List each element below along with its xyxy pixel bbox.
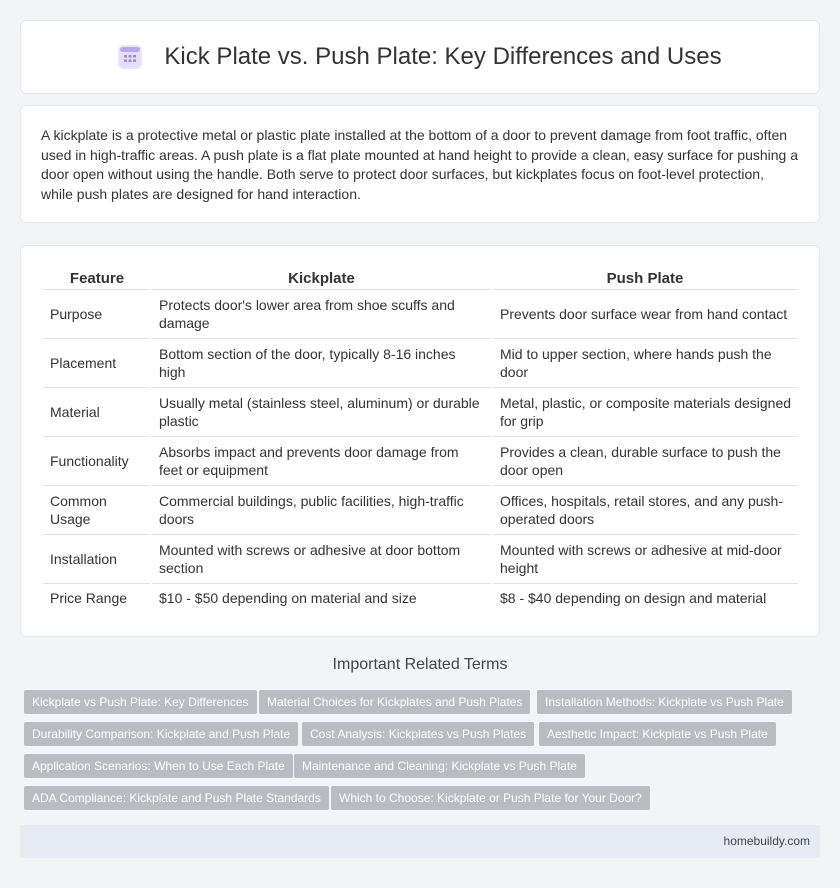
comparison-table [43, 266, 798, 613]
related-terms-title: Important Related Terms [332, 656, 508, 673]
kickplate-cell: Protects door's lower area from shoe scuffs and damage [151, 289, 492, 338]
column-header-feature: Feature [43, 266, 151, 289]
related-term-tag[interactable]: Aesthetic Impact: Kickplate vs Push Plate [539, 722, 776, 746]
related-term-tag[interactable]: Application Scenarios: When to Use Each Plate [24, 754, 293, 778]
kickplate-cell: Commercial buildings, public facilities, high-traffic doors [151, 485, 492, 534]
push-plate-cell: Provides a clean, durable surface to push the door open [492, 436, 798, 485]
push-plate-cell: Mid to upper section, where hands push the door [492, 338, 798, 387]
intro-paragraph: A kickplate is a protective metal or plastic plate installed at the bottom of a door to prevent damage from foot traffic, often used in high-traffic areas. A push plate is a flat plate mounted at hand height to provide a clean, easy surface for pushing a door open without using the handle. Both serve to protect door surfaces, but kickplates focus on foot-level protection, while push plates are designed for hand interaction. [41, 127, 799, 202]
table-header-row [43, 266, 798, 289]
push-plate-cell: Offices, hospitals, retail stores, and any push-operated doors [492, 485, 798, 534]
table-row [43, 387, 798, 436]
related-term-tag[interactable]: Durability Comparison: Kickplate and Push Plate [24, 722, 298, 746]
table-row [43, 338, 798, 387]
related-term-tag[interactable]: Maintenance and Cleaning: Kickplate vs Push Plate [294, 754, 585, 778]
related-term-tag[interactable]: Kickplate vs Push Plate: Key Differences [24, 690, 257, 714]
building-icon [118, 45, 142, 69]
footer [20, 825, 820, 858]
related-term-tag[interactable]: Installation Methods: Kickplate vs Push Plate [537, 690, 792, 714]
table-row [43, 534, 798, 583]
column-header-kickplate: Kickplate [151, 266, 492, 289]
comparison-card [20, 245, 820, 637]
intro-card [20, 105, 820, 223]
column-header-push-plate: Push Plate [492, 266, 798, 289]
row-feature: Common Usage [43, 485, 151, 534]
row-feature: Functionality [43, 436, 151, 485]
row-feature: Purpose [43, 289, 151, 338]
table-row [43, 436, 798, 485]
push-plate-cell: $8 - $40 depending on design and material [500, 590, 767, 607]
kickplate-cell: Absorbs impact and prevents door damage from feet or equipment [151, 436, 492, 485]
table-row [43, 485, 798, 534]
row-feature: Placement [43, 338, 151, 387]
page-title: Kick Plate vs. Push Plate: Key Differences and Uses [164, 43, 722, 70]
push-plate-cell: Mounted with screws or adhesive at mid-door height [492, 534, 798, 583]
table-row [43, 289, 798, 338]
kickplate-cell: Mounted with screws or adhesive at door bottom section [151, 534, 492, 583]
push-plate-cell: Prevents door surface wear from hand contact [492, 289, 798, 338]
footer-site-link[interactable]: homebuildy.com [723, 834, 810, 848]
kickplate-cell: $10 - $50 depending on material and size [151, 583, 492, 613]
related-term-tag[interactable]: ADA Compliance: Kickplate and Push Plate Standards [24, 786, 329, 810]
related-term-tag[interactable]: Cost Analysis: Kickplates vs Push Plates [302, 722, 534, 746]
table-row [43, 583, 798, 613]
header-card [20, 20, 820, 94]
row-feature: Material [43, 387, 151, 436]
kickplate-cell: Usually metal (stainless steel, aluminum) or durable plastic [151, 387, 492, 436]
kickplate-cell: Bottom section of the door, typically 8-16 inches high [151, 338, 492, 387]
related-term-tag[interactable]: Material Choices for Kickplates and Push Plates [259, 690, 530, 714]
related-term-tag[interactable]: Which to Choose: Kickplate or Push Plate for Your Door? [331, 786, 650, 810]
row-feature: Price Range [43, 583, 151, 613]
row-feature: Installation [43, 534, 151, 583]
push-plate-cell: Metal, plastic, or composite materials designed for grip [492, 387, 798, 436]
